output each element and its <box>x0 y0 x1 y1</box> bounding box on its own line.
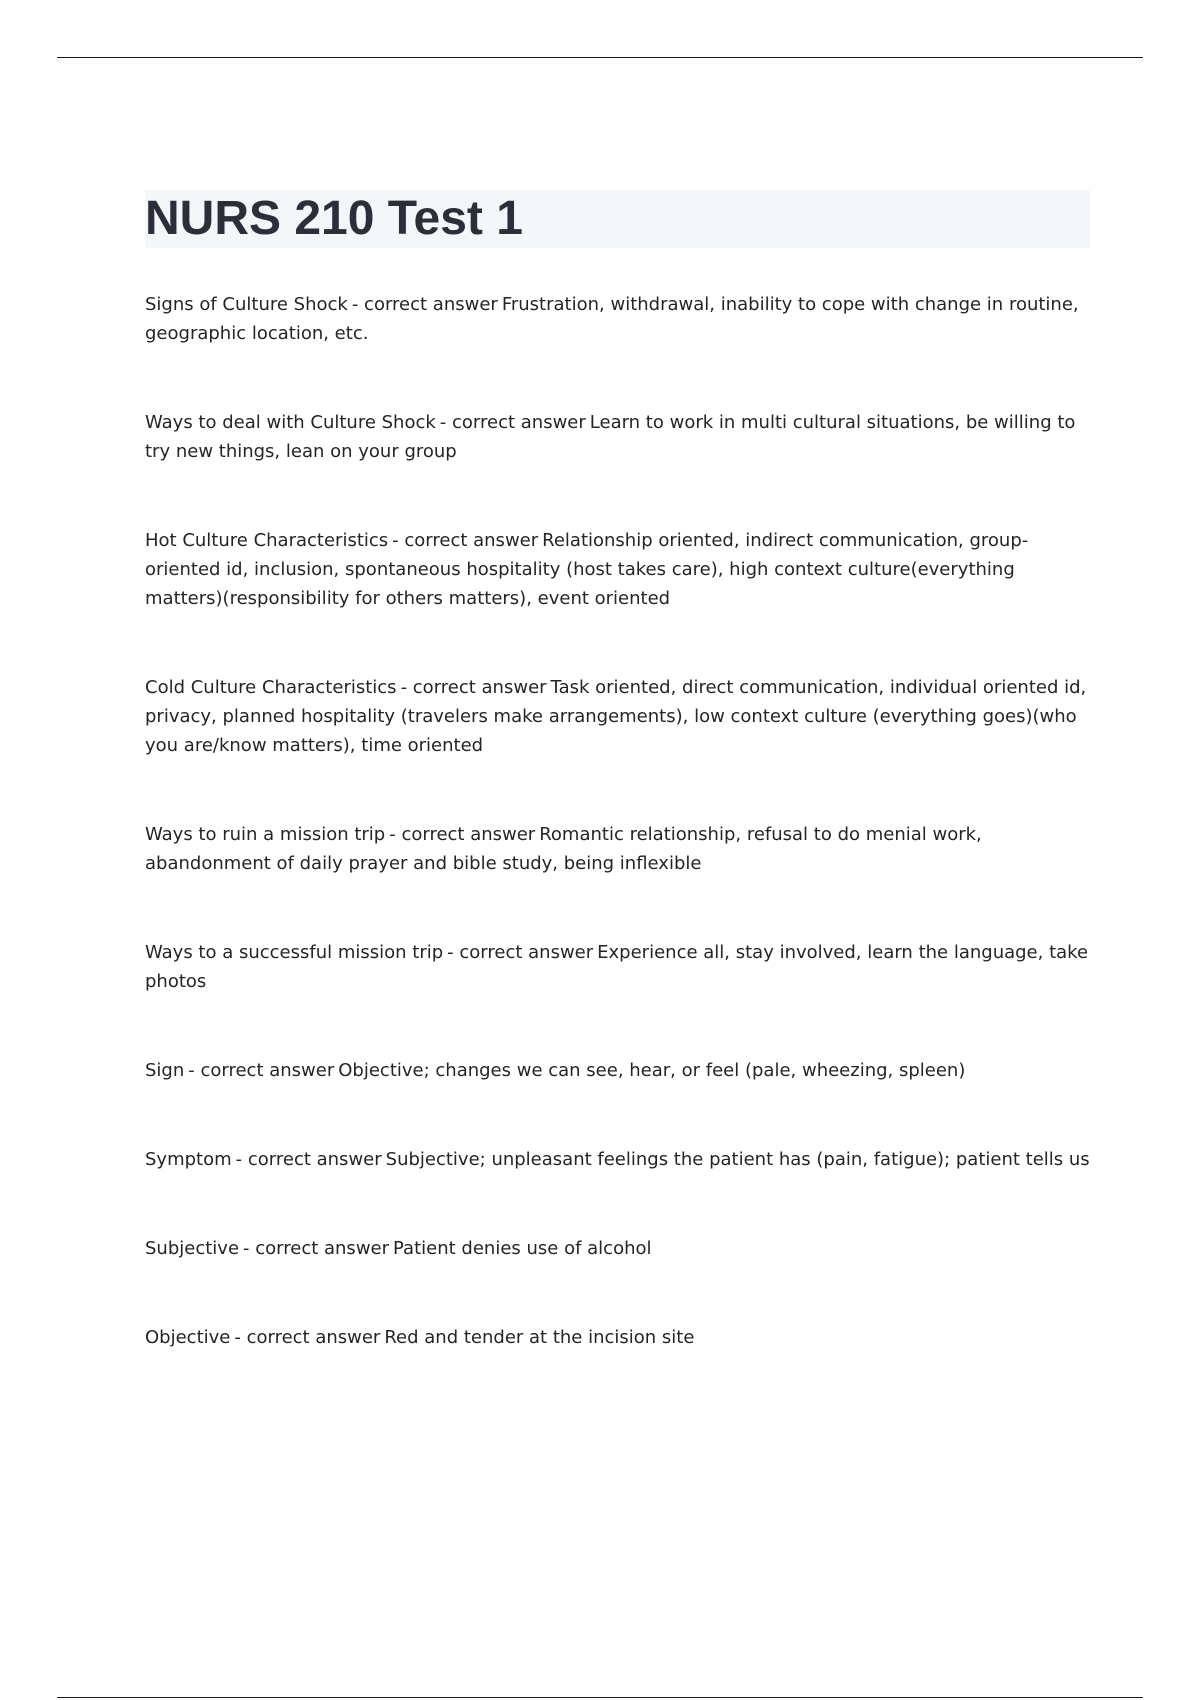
qa-term: Sign <box>145 1060 185 1081</box>
bottom-rule <box>57 1697 1143 1698</box>
qa-separator: - correct answer <box>351 294 498 315</box>
qa-answer: Task oriented, direct communication, individual oriented id, privacy, planned hospitality (travelers make arrangements), low context culture (everything goes)(who you are/know matters), time oriented <box>145 677 1087 756</box>
qa-term: Objective <box>145 1327 231 1348</box>
qa-separator: - correct answer <box>392 530 539 551</box>
page-title: NURS 210 Test 1 <box>145 192 523 245</box>
qa-answer: Patient denies use of alcohol <box>393 1238 652 1259</box>
qa-item <box>145 938 1090 996</box>
top-rule <box>57 57 1143 58</box>
qa-separator: - correct answer <box>234 1327 381 1348</box>
document-body <box>145 190 1090 1412</box>
qa-answer: Learn to work in multi cultural situations, be willing to try new things, lean on your group <box>145 412 1076 462</box>
qa-term: Ways to ruin a mission trip <box>145 824 386 845</box>
qa-separator: - correct answer <box>235 1149 382 1170</box>
qa-separator: - correct answer <box>400 677 547 698</box>
qa-answer: Romantic relationship, refusal to do menial work, abandonment of daily prayer and bible study, being inflexible <box>145 824 982 874</box>
qa-item <box>145 1145 1090 1174</box>
qa-term: Cold Culture Characteristics <box>145 677 397 698</box>
qa-answer: Relationship oriented, indirect communication, group-oriented id, inclusion, spontaneous hospitality (host takes care), high context culture(everything matters)(responsibility for others matters), event oriented <box>145 530 1029 609</box>
qa-item <box>145 820 1090 878</box>
qa-answer: Objective; changes we can see, hear, or feel (pale, wheezing, spleen) <box>338 1060 966 1081</box>
qa-answer: Experience all, stay involved, learn the language, take photos <box>145 942 1089 992</box>
qa-item <box>145 1056 1090 1085</box>
qa-separator: - correct answer <box>188 1060 335 1081</box>
qa-term: Symptom <box>145 1149 232 1170</box>
qa-term: Hot Culture Characteristics <box>145 530 389 551</box>
qa-item <box>145 290 1090 348</box>
qa-separator: - correct answer <box>389 824 536 845</box>
qa-separator: - correct answer <box>439 412 586 433</box>
qa-separator: - correct answer <box>447 942 594 963</box>
qa-item <box>145 408 1090 466</box>
qa-term: Signs of Culture Shock <box>145 294 348 315</box>
qa-term: Ways to a successful mission trip <box>145 942 444 963</box>
qa-answer: Frustration, withdrawal, inability to cope with change in routine, geographic location, etc. <box>145 294 1079 344</box>
qa-answer: Subjective; unpleasant feelings the patient has (pain, fatigue); patient tells us <box>385 1149 1090 1170</box>
qa-item <box>145 1234 1090 1263</box>
qa-separator: - correct answer <box>243 1238 390 1259</box>
title-banner <box>145 190 1090 248</box>
qa-answer: Red and tender at the incision site <box>384 1327 695 1348</box>
qa-term: Ways to deal with Culture Shock <box>145 412 436 433</box>
qa-item <box>145 673 1090 760</box>
qa-item <box>145 1323 1090 1352</box>
qa-item <box>145 526 1090 613</box>
qa-term: Subjective <box>145 1238 240 1259</box>
